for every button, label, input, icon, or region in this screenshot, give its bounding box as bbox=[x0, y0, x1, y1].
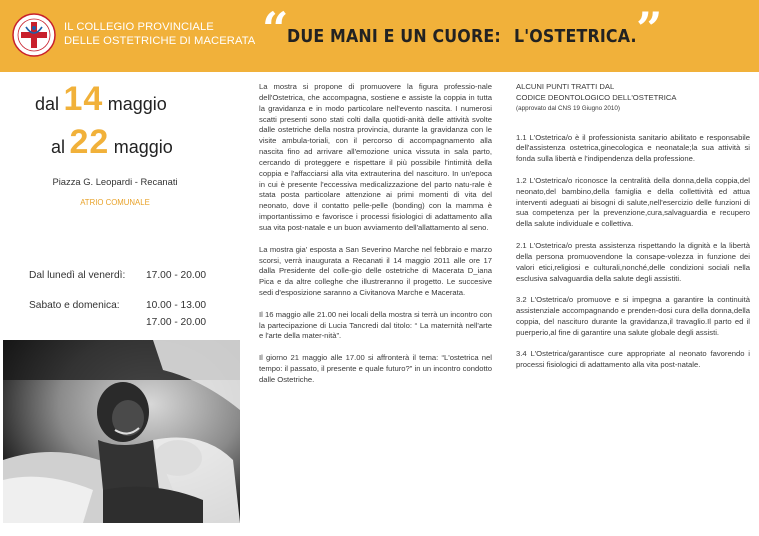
college-name-line2: DELLE OSTETRICHE DI MACERATA bbox=[64, 35, 256, 47]
venue-address: Piazza G. Leopardi - Recanati bbox=[52, 176, 178, 187]
ethics-point-1-1: 1.1 L'Ostetrica/o è il professionista sanitario abilitato e responsabile dell'assistenza ostetrica,ginecologica e neonatale;la sua attività si fonda sulla libertà e l'indipendenza della professione. bbox=[516, 132, 750, 164]
weekend-time-evening: 17.00 - 20.00 bbox=[146, 317, 207, 328]
weekdays-label: Dal lunedì al venerdì: bbox=[29, 270, 126, 281]
weekdays-time: 17.00 - 20.00 bbox=[146, 270, 207, 281]
description-paragraph-1: La mostra si propone di promuovere la figura professio-nale dell'Ostetrica, che accompagna, sostiene e assiste la coppia in tutta la gravidanza e in modo particolare nell'evento nascita. I numerosi scatti presenti sono stati colti dalla quotidi-anità delle attività svolte dalle ostetriche della nostra provincia, durante la gravidanza con le visite ambula-toriali, con il percorso di accompagnamento alla nascita fino ad arrivare all'emozione unica vissuta in sala parto, cercando di proteggere e rispettare il più possibile l'intimità della coppia e l'affacciarsi alla vita extrauterina del nascituro. In un'epoca in cui è presente l'eccessiva medicalizzazione del parto natu-rale è stata posta particolare attenzione ai primi momenti di vita del neonato, dove il contatto pelle-pelle (bonding) con la mamma è importantissimo e favorisce i processi fisiologici di adattamento alla sua vita post-natale e un buon avviamento dell'allattamento al seno. bbox=[259, 82, 492, 232]
spacer bbox=[516, 115, 750, 133]
ethics-point-1-2: 1.2 L'Ostetrica/o riconosce la centralità della donna,della coppia,del neonato,del bambino,della famiglia e della collettività ed attua interventi adeguati ai bisogni di salute,nell'esercizio delle funzioni di sua competenza per la prevenzione,cura,salvaguardia e recupero della salute individuale e collettiva. bbox=[516, 175, 750, 229]
ethics-heading-line2: CODICE DEONTOLOGICO DELL'OSTETRICA bbox=[516, 92, 677, 102]
ethics-point-3-4: 3.4 L'Ostetrica/garantisce cure appropriate al neonato favorendo i processi fisiologici di adattamento alla vita post-natale. bbox=[516, 349, 750, 370]
ethics-heading-line1: ALCUNI PUNTI TRATTI DAL bbox=[516, 82, 615, 91]
mother-newborn-photo bbox=[3, 340, 240, 523]
headline-part2: L'OSTETRICA. bbox=[514, 26, 637, 47]
ethics-point-2-1: 2.1 L'Ostetrica/o presta assistenza rispettando la dignità e la libertà della persona promuovendone la consape-volezza in funzione dei valori etici,religiosi e culturali,nonché,delle condizioni sociali nella esclusiva salvaguardia della salute degli assistiti. bbox=[516, 240, 750, 283]
description-paragraph-3: Il 16 maggio alle 21.00 nei locali della mostra si terrà un incontro con la partecipazione di Lucia Tancredi dal titolo: “ La maternità nell'arte e l'arte della mater-nità”. bbox=[259, 309, 492, 341]
date-from-day: 14 bbox=[63, 80, 104, 118]
college-logo-icon bbox=[12, 13, 56, 57]
headline-part1: DUE MANI E UN CUORE: bbox=[287, 26, 501, 47]
quote-open-mark: “ bbox=[262, 2, 289, 56]
weekend-label: Sabato e domenica: bbox=[29, 300, 120, 311]
date-to-day: 22 bbox=[69, 123, 110, 161]
description-paragraph-4: Il giorno 21 maggio alle 17.00 si affronterà il tema: “L'ostetrica nel tempo: il passato, il presente e quale futuro?” in un incontro condotto dalle Ostetriche. bbox=[259, 353, 492, 384]
date-from-month: maggio bbox=[107, 94, 167, 114]
venue-room: ATRIO COMUNALE bbox=[80, 198, 150, 207]
quote-close-mark: ” bbox=[636, 2, 663, 56]
weekend-time-morning: 10.00 - 13.00 bbox=[146, 300, 207, 311]
description-paragraph-2: La mostra gia' esposta a San Severino Marche nel febbraio e marzo scorsi, verrà inaugurata a Recanati il 14 maggio 2011 alle ore 17 dalla Presidente del colle-gio delle ostetriche di Macerata D_iana Pica e da altre colleghe che illustreranno il progetto. Le succesive sedi d'esposizione saranno a Civitanova Marche e Macerata. bbox=[259, 244, 492, 298]
date-to bbox=[51, 123, 173, 162]
date-to-word: al bbox=[51, 137, 66, 157]
ethics-approval-note: (approvato dal CNS 19 Giugno 2010) bbox=[516, 104, 620, 112]
college-name bbox=[64, 20, 255, 48]
date-to-month: maggio bbox=[113, 137, 173, 157]
exhibition-description bbox=[259, 82, 492, 396]
code-of-ethics bbox=[516, 82, 750, 382]
header-band bbox=[0, 0, 759, 72]
date-from-word: dal bbox=[35, 94, 60, 114]
date-from bbox=[35, 80, 167, 119]
college-name-line1: IL COLLEGIO PROVINCIALE bbox=[64, 21, 214, 33]
ethics-point-3-2: 3.2 L'Ostetrica/o promuove e si impegna a garantire la continuità assistenziale accompagnando e prenden-dosi cura della donna,della coppia, del nascituro durante la gravidanza,il travaglio.Il parto ed il puerperio,al fine di garantire una salute globale degli assisti. bbox=[516, 295, 750, 337]
